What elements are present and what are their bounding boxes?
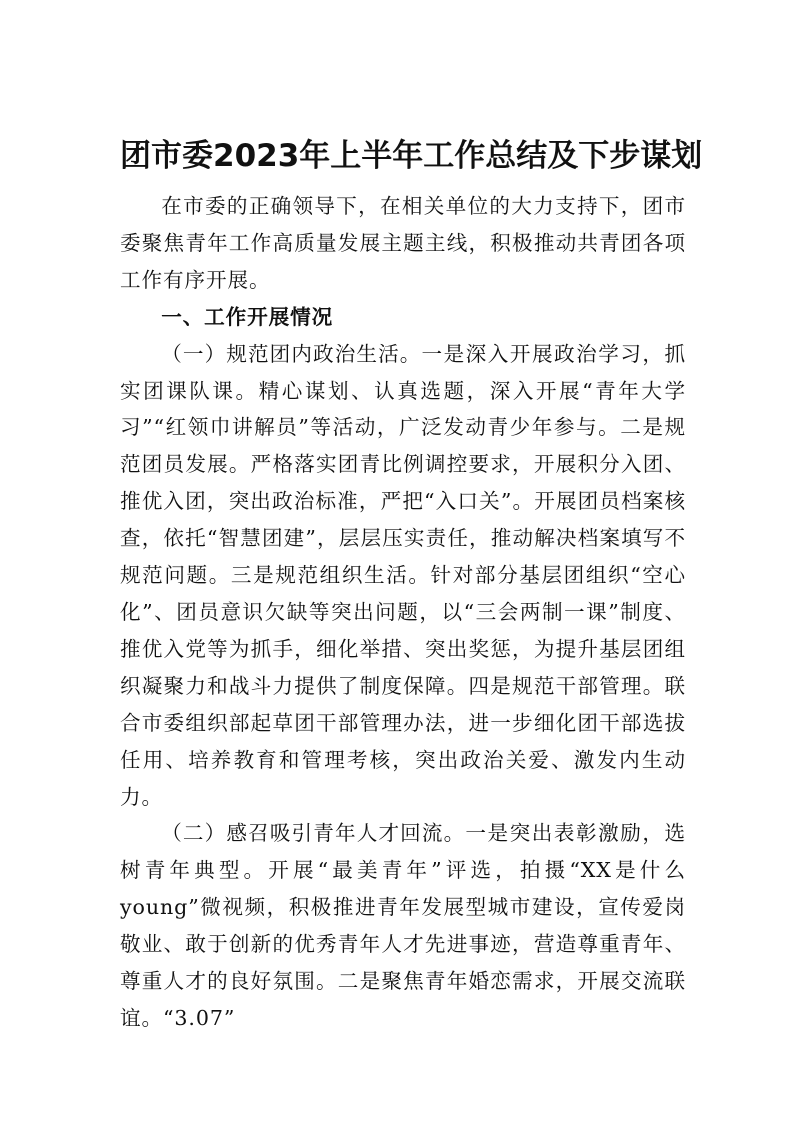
document-page	[120, 130, 703, 1037]
subsection-2-paragraph	[120, 815, 686, 1036]
subsection-1-heading: （一）规范团内政治生活。	[161, 341, 422, 366]
section-heading-work-progress: 一、工作开展情况	[161, 304, 334, 329]
subsection-1-paragraph	[120, 336, 686, 816]
document-title: 团市委2023年上半年工作总结及下步谋划	[120, 138, 703, 174]
subsection-1-body: 一是深入开展政治学习，抓实团课队课。精心谋划、认真选题，深入开展“青年大学习”“红领巾讲解员”等活动，广泛发动青少年参与。二是规范团员发展。严格落实团青比例调控要求，开展积分入团、推优入团，突出政治标准，严把“入口关”。开展团员档案核查，依托“智慧团建”，层层压实责任，推动解决档案填写不规范问题。三是规范组织生活。针对部分基层团组织“空心化”、团员意识欠缺等突出问题，以“三会两制一课”制度、推优入党等为抓手，细化举措、突出奖惩，为提升基层团组织凝聚力和战斗力提供了制度保障。四是规范干部管理。联合市委组织部起草团干部管理办法，进一步细化团干部选拔任用、培养教育和管理考核，突出政治关爱、激发内生动力。	[120, 341, 686, 809]
intro-paragraph: 在市委的正确领导下，在相关单位的大力支持下，团市委聚焦青年工作高质量发展主题主线，积极推动共青团各项工作有序开展。	[120, 194, 686, 292]
subsection-2-body: 一是突出表彰激励，选树青年典型。开展“最美青年”评选，拍摄“XX是什么young”微视频，积极推进青年发展型城市建设，宣传爱岗敬业、敢于创新的优秀青年人才先进事迹，营造尊重青年、尊重人才的良好氛围。二是聚焦青年婚恋需求，开展交流联谊。“3.07”	[120, 821, 687, 1030]
subsection-2-heading: （二）感召吸引青年人才回流。	[161, 821, 466, 846]
